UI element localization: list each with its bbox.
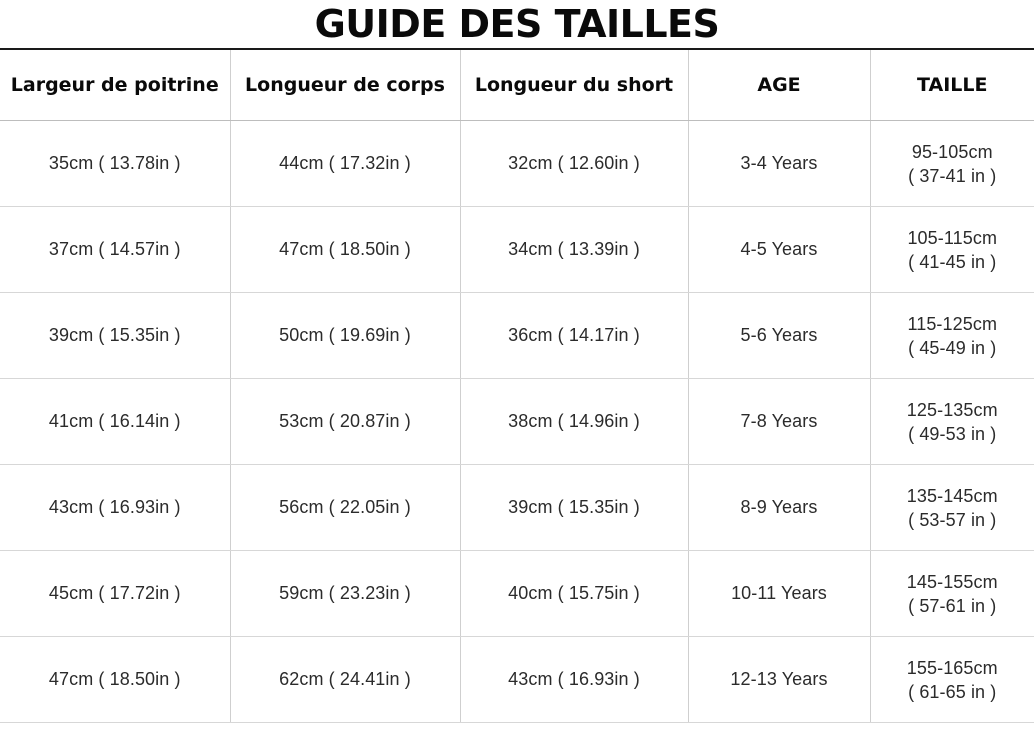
- cell-chest-width: 47cm ( 18.50in ): [0, 637, 230, 723]
- cell-body-length: 59cm ( 23.23in ): [230, 551, 460, 637]
- cell-size-in: ( 57-61 in ): [908, 595, 997, 616]
- cell-size-in: ( 41-45 in ): [908, 251, 997, 272]
- cell-size-cm: 155-165cm: [906, 657, 998, 678]
- cell-size: [870, 293, 1034, 379]
- column-header-body-length: Longueur de corps: [230, 50, 460, 121]
- table-row: [0, 293, 1034, 379]
- column-header-size: TAILLE: [870, 50, 1034, 121]
- cell-size: [870, 207, 1034, 293]
- cell-size-in: ( 53-57 in ): [908, 509, 997, 530]
- cell-short-length: 38cm ( 14.96in ): [460, 379, 688, 465]
- cell-size: [870, 379, 1034, 465]
- table-row: [0, 207, 1034, 293]
- table-row: [0, 551, 1034, 637]
- cell-short-length: 39cm ( 15.35in ): [460, 465, 688, 551]
- column-header-age: AGE: [688, 50, 870, 121]
- cell-body-length: 47cm ( 18.50in ): [230, 207, 460, 293]
- table-body: [0, 121, 1034, 723]
- cell-size: [870, 465, 1034, 551]
- cell-short-length: 34cm ( 13.39in ): [460, 207, 688, 293]
- cell-short-length: 32cm ( 12.60in ): [460, 121, 688, 207]
- cell-size-cm: 115-125cm: [907, 313, 998, 334]
- cell-chest-width: 41cm ( 16.14in ): [0, 379, 230, 465]
- cell-age: 7-8 Years: [688, 379, 870, 465]
- page-title: GUIDE DES TAILLES: [314, 2, 720, 46]
- cell-short-length: 36cm ( 14.17in ): [460, 293, 688, 379]
- table-row: [0, 121, 1034, 207]
- cell-age: 10-11 Years: [688, 551, 870, 637]
- table-row: [0, 465, 1034, 551]
- cell-chest-width: 35cm ( 13.78in ): [0, 121, 230, 207]
- cell-age: 8-9 Years: [688, 465, 870, 551]
- table-row: [0, 379, 1034, 465]
- cell-chest-width: 37cm ( 14.57in ): [0, 207, 230, 293]
- cell-size-cm: 135-145cm: [906, 485, 998, 506]
- cell-body-length: 44cm ( 17.32in ): [230, 121, 460, 207]
- cell-size-in: ( 37-41 in ): [908, 165, 997, 186]
- size-table-container: [0, 48, 1034, 723]
- cell-size-cm: 105-115cm: [907, 227, 998, 248]
- cell-short-length: 40cm ( 15.75in ): [460, 551, 688, 637]
- table-row: [0, 637, 1034, 723]
- cell-size-in: ( 45-49 in ): [908, 337, 997, 358]
- cell-short-length: 43cm ( 16.93in ): [460, 637, 688, 723]
- cell-chest-width: 39cm ( 15.35in ): [0, 293, 230, 379]
- cell-size-in: ( 61-65 in ): [908, 681, 997, 702]
- cell-chest-width: 45cm ( 17.72in ): [0, 551, 230, 637]
- cell-age: 3-4 Years: [688, 121, 870, 207]
- cell-body-length: 56cm ( 22.05in ): [230, 465, 460, 551]
- cell-body-length: 50cm ( 19.69in ): [230, 293, 460, 379]
- size-guide-table: [0, 50, 1034, 723]
- cell-size-cm: 125-135cm: [906, 399, 998, 420]
- table-header: [0, 50, 1034, 121]
- cell-body-length: 62cm ( 24.41in ): [230, 637, 460, 723]
- column-header-chest-width: Largeur de poitrine: [0, 50, 230, 121]
- cell-age: 12-13 Years: [688, 637, 870, 723]
- cell-size-cm: 145-155cm: [906, 571, 998, 592]
- cell-age: 5-6 Years: [688, 293, 870, 379]
- cell-chest-width: 43cm ( 16.93in ): [0, 465, 230, 551]
- cell-size: [870, 121, 1034, 207]
- table-header-row: [0, 50, 1034, 121]
- cell-size: [870, 637, 1034, 723]
- cell-age: 4-5 Years: [688, 207, 870, 293]
- column-header-short-length: Longueur du short: [460, 50, 688, 121]
- cell-size-in: ( 49-53 in ): [908, 423, 997, 444]
- cell-size: [870, 551, 1034, 637]
- cell-size-cm: 95-105cm: [911, 141, 993, 162]
- cell-body-length: 53cm ( 20.87in ): [230, 379, 460, 465]
